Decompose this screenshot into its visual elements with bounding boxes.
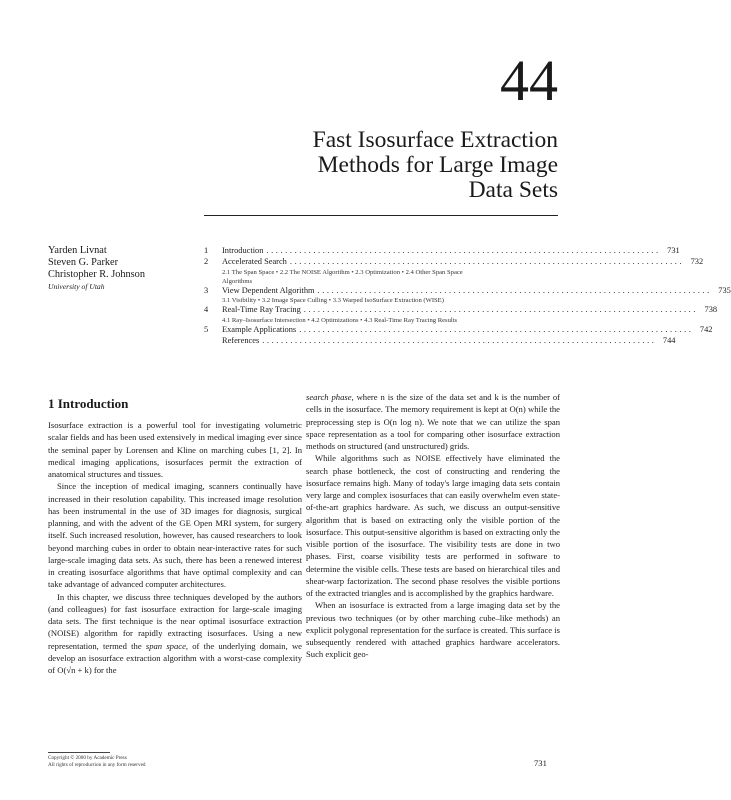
copyright-line: All rights of reproduction in any form reserved xyxy=(48,761,146,768)
toc-leader: .................................................................................... xyxy=(303,305,699,315)
title-line: Data Sets xyxy=(468,177,558,203)
toc-entry-page: 731 xyxy=(667,246,680,255)
emphasis-text: span space xyxy=(145,640,186,651)
chapter-number: 44 xyxy=(500,48,558,113)
toc-entry[interactable] xyxy=(204,246,680,257)
toc-entry-page: 738 xyxy=(704,305,718,315)
toc-entry[interactable] xyxy=(204,325,713,336)
text-run: , where n is the size of the data set and k is the number of cells in the isosurface. The memory requirement is kept at O(n) while the preprocessing step is O(n log n). We note that we can utilize the span space representation as a tool for comparing other isosurface extraction methods on structured (and unstructured) grids. xyxy=(306,392,560,451)
toc-entry-number: 5 xyxy=(204,325,209,335)
page-number: 731 xyxy=(534,758,547,768)
toc-leader: .................................................................................... xyxy=(289,256,685,266)
author-name: Christopher R. Johnson xyxy=(48,269,145,281)
copyright-notice xyxy=(48,755,146,768)
toc-entry-title: View Dependent Algorithm xyxy=(222,285,315,295)
text-run: In this chapter, we discuss three techniques developed by the authors (and colleagues) for fast isosurface extraction for large-scale imaging data sets. The first technique is the near optimal isosurface extraction (NOISE) algorithm for rapidly extracting isosurfaces. Using a new representation, termed the xyxy=(48,591,302,651)
author-block xyxy=(48,245,145,292)
toc-entry[interactable] xyxy=(204,305,718,316)
table-of-contents xyxy=(204,246,731,347)
body-paragraph: Since the inception of medical imaging, scanners continually have increased in their resolution capability. This increased image resolution has been instrumental in the use of 3D images for diagnosis, surgical planning, and with the advent of the GE Open MRI system, for surgery itself. Such increased resolution, however, has caused researchers to look beyond marching cubes in order to obtain near-interactive rates for such large-scale imaging data sets. As such, there has been a renewed interest in creating isosurface algorithms that have optimal complexity and can take advantage of advanced computer architectures. xyxy=(48,481,302,590)
toc-entry-page: 735 xyxy=(718,285,731,295)
toc-entry-page: 732 xyxy=(690,256,704,266)
toc-entry[interactable] xyxy=(204,285,731,297)
author-affiliation: University of Utah xyxy=(48,281,105,291)
toc-entry-page: 742 xyxy=(699,325,713,335)
toc-entry-title: Real-Time Ray Tracing xyxy=(222,305,301,315)
toc-entry-number: 3 xyxy=(204,285,209,295)
toc-leader: .................................................................................... xyxy=(317,285,712,295)
body-paragraph xyxy=(306,391,560,452)
toc-entry[interactable] xyxy=(204,335,676,347)
chapter-title xyxy=(198,128,558,203)
toc-subentry-line: 4.1 Ray–Isosurface Intersection • 4.2 Optimizations • 4.3 Real-Time Ray Tracing Results xyxy=(222,317,458,325)
toc-entry-title: References xyxy=(222,335,260,345)
toc-entry-title: Accelerated Search xyxy=(222,256,287,266)
title-divider xyxy=(204,215,558,216)
body-paragraph xyxy=(48,591,302,677)
toc-subentry-line: Algorithms xyxy=(222,277,253,285)
body-paragraph: While algorithms such as NOISE effectively have eliminated the search phase bottleneck, the cost of constructing and rendering the isosurface remains high. Many of today's large imaging data sets contain very large and complex isosurfaces that can easily overwhelm even state-of-the-art graphics hardware. As such, we discuss an output-sensitive algorithm that is based on extracting only the visible portion of the isosurface. This output-sensitive algorithm is based on extracting only the visible portion of the isosurface. The visibility tests are done in two phases. First, coarse visibility tests are performed in software to determine the visible cells. These tests are based on hierarchical tiles and shear-warp factorization. The second phase resolves the visible portions of the extracted triangles and is accomplished by the graphics hardware. xyxy=(306,453,560,598)
title-line: Fast Isosurface Extraction xyxy=(312,127,558,153)
toc-entry-page: 744 xyxy=(662,335,676,345)
footnote-divider xyxy=(48,752,110,753)
toc-leader: .................................................................................... xyxy=(262,335,657,345)
toc-subentry-line: 2.1 The Span Space • 2.2 The NOISE Algorithm • 2.3 Optimization • 2.4 Other Span Space xyxy=(222,268,463,276)
toc-entry-title: Example Applications xyxy=(222,325,297,335)
body-paragraph: When an isosurface is extracted from a large imaging data set by the previous two techniques (or by other marching cube–like methods) an explicit polygonal representation for the surface is created. This surface is subsequently rendered with attached graphics hardware accelerators. Such explicit geo- xyxy=(306,600,560,660)
author-name: Steven G. Parker xyxy=(48,257,119,269)
toc-subentries xyxy=(204,268,558,286)
title-line: Methods for Large Image xyxy=(317,152,558,178)
body-column-left xyxy=(48,419,302,676)
toc-subentries xyxy=(204,296,558,305)
toc-leader: .................................................................................... xyxy=(299,325,694,335)
copyright-line: Copyright © 2000 by Academic Press xyxy=(48,755,127,761)
toc-leader: .................................................................................... xyxy=(266,246,661,255)
text-run: , of the underlying domain, we develop an isosurface extraction algorithm with a worst-case complexity of O(√n + k) for the xyxy=(48,640,302,675)
toc-entry-number: 1 xyxy=(204,246,209,255)
toc-subentries xyxy=(204,316,558,325)
author-name: Yarden Livnat xyxy=(48,245,107,256)
section-heading: 1 Introduction xyxy=(48,396,129,411)
toc-entry-number: 2 xyxy=(204,256,209,266)
toc-subentry-line: 3.1 Visibility • 3.2 Image Space Culling • 3.3 Warped IsoSurface Extraction (WISE) xyxy=(222,297,444,305)
toc-entry-title: Introduction xyxy=(222,246,264,255)
body-column-right xyxy=(306,391,560,661)
emphasis-text: search phase xyxy=(306,392,352,402)
toc-entry[interactable] xyxy=(204,256,704,268)
toc-entry-number: 4 xyxy=(204,305,209,315)
body-paragraph: Isosurface extraction is a powerful tool for investigating volumetric scalar fields and has been used extensively in medical imaging ever since the seminal paper by Lorensen and Kline on marching cubes [1, 2]. In medical imaging applications, isosurfaces permit the extraction of anatomical structures and tissues. xyxy=(48,420,302,479)
